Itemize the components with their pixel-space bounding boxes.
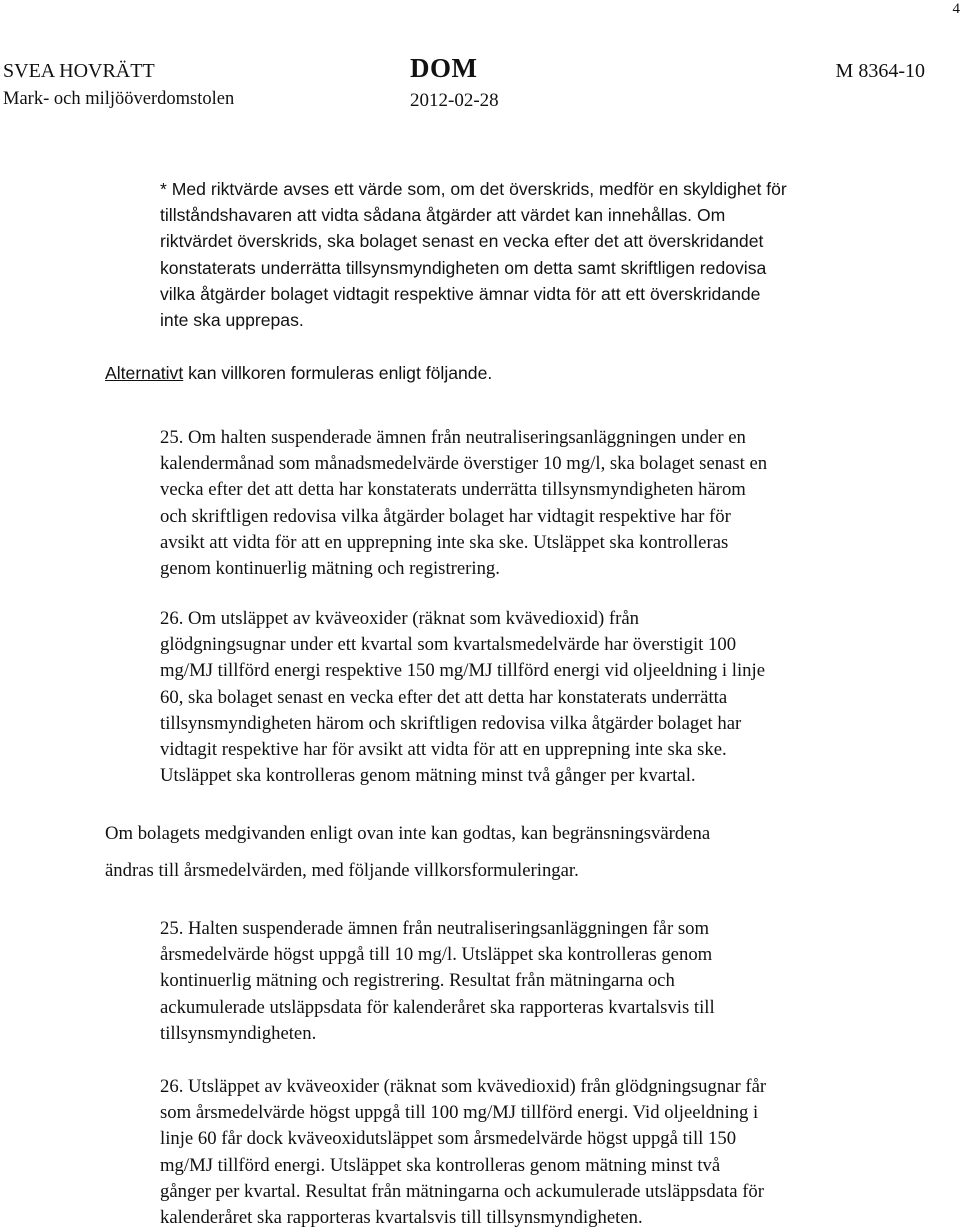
footnote-paragraph: * Med riktvärde avses ett värde som, om det överskrids, medför en skyldighet för tillståndshavaren att vidta sådana åtgärder att värdet kan innehållas. Om riktvärdet överskrids, ska bolaget senast en vecka efter det att överskridandet konstaterats underrätta tillsynsmyndigheten om detta samt skriftligen redovisa vilka åtgärder bolaget vidtagit respektive ämnar vidta för att ett överskridande inte ska upprepas.	[160, 179, 787, 331]
court-name: SVEA HOVRÄTT	[3, 60, 155, 82]
document-type: DOM	[410, 53, 478, 83]
court-department: Mark- och miljööverdomstolen	[3, 89, 235, 109]
case-number: M 8364-10	[835, 60, 925, 82]
condition-25-annual: 25. Halten suspenderade ämnen från neutraliseringsanläggningen får som årsmedelvärde högst uppgå till 10 mg/l. Utsläppet ska kontrolleras genom kontinuerlig mätning och registrering. Resultat från mätningarna och ackumulerade utsläppsdata för kalenderåret ska rapporteras kvartalsvis till tillsynsmyndigheten.	[160, 918, 715, 1044]
annual-average-intro-paragraph: Om bolagets medgivanden enligt ovan inte kan godtas, kan begränsningsvärdena ändras till årsmedelvärden, med följande villkorsformuleringar.	[105, 823, 711, 881]
page-number: 4	[952, 1, 960, 17]
alternative-paragraph	[105, 360, 492, 386]
condition-26-annual: 26. Utsläppet av kväveoxider (räknat som kvävedioxid) från glödgningsugnar får som årsmedelvärde högst uppgå till 100 mg/MJ tillförd energi. Vid oljeeldning i linje 60 får dock kväveoxidutsläppet som årsmedelvärde högst uppgå till 150 mg/MJ tillförd energi. Utsläppet ska kontrolleras genom mätning minst två gånger per kvartal. Resultat från mätningarna och ackumulerade utsläppsdata för kalenderåret ska rapporteras kvartalsvis till tillsynsmyndigheten.	[160, 1076, 767, 1229]
condition-26-alternative: 26. Om utsläppet av kväveoxider (räknat som kvävedioxid) från glödgningsugnar under ett kvartal som kvartalsmedelvärde har överstigit 100 mg/MJ tillförd energi respektive 150 mg/MJ tillförd energi vid oljeeldning i linje 60, ska bolaget senast en vecka efter det att detta har konstaterats underrätta tillsynsmyndigheten härom och skriftligen redovisa vilka åtgärder bolaget har vidtagit respektive har för avsikt att vidta för att en upprepning inte ska ske. Utsläppet ska kontrolleras genom mätning minst två gånger per kvartal.	[160, 608, 766, 787]
alternative-underlined-word: Alternativt	[105, 363, 184, 383]
document-date: 2012-02-28	[410, 90, 499, 111]
alternative-rest-text: kan villkoren formuleras enligt följande.	[183, 363, 493, 383]
condition-25-alternative: 25. Om halten suspenderade ämnen från neutraliseringsanläggningen under en kalendermånad som månadsmedelvärde överstiger 10 mg/l, ska bolaget senast en vecka efter det att detta har konstaterats underrätta tillsynsmyndigheten härom och skriftligen redovisa vilka åtgärder bolaget har vidtagit respektive har för avsikt att vidta för att en upprepning inte ska ske. Utsläppet ska kontrolleras genom kontinuerlig mätning och registrering.	[160, 427, 768, 580]
